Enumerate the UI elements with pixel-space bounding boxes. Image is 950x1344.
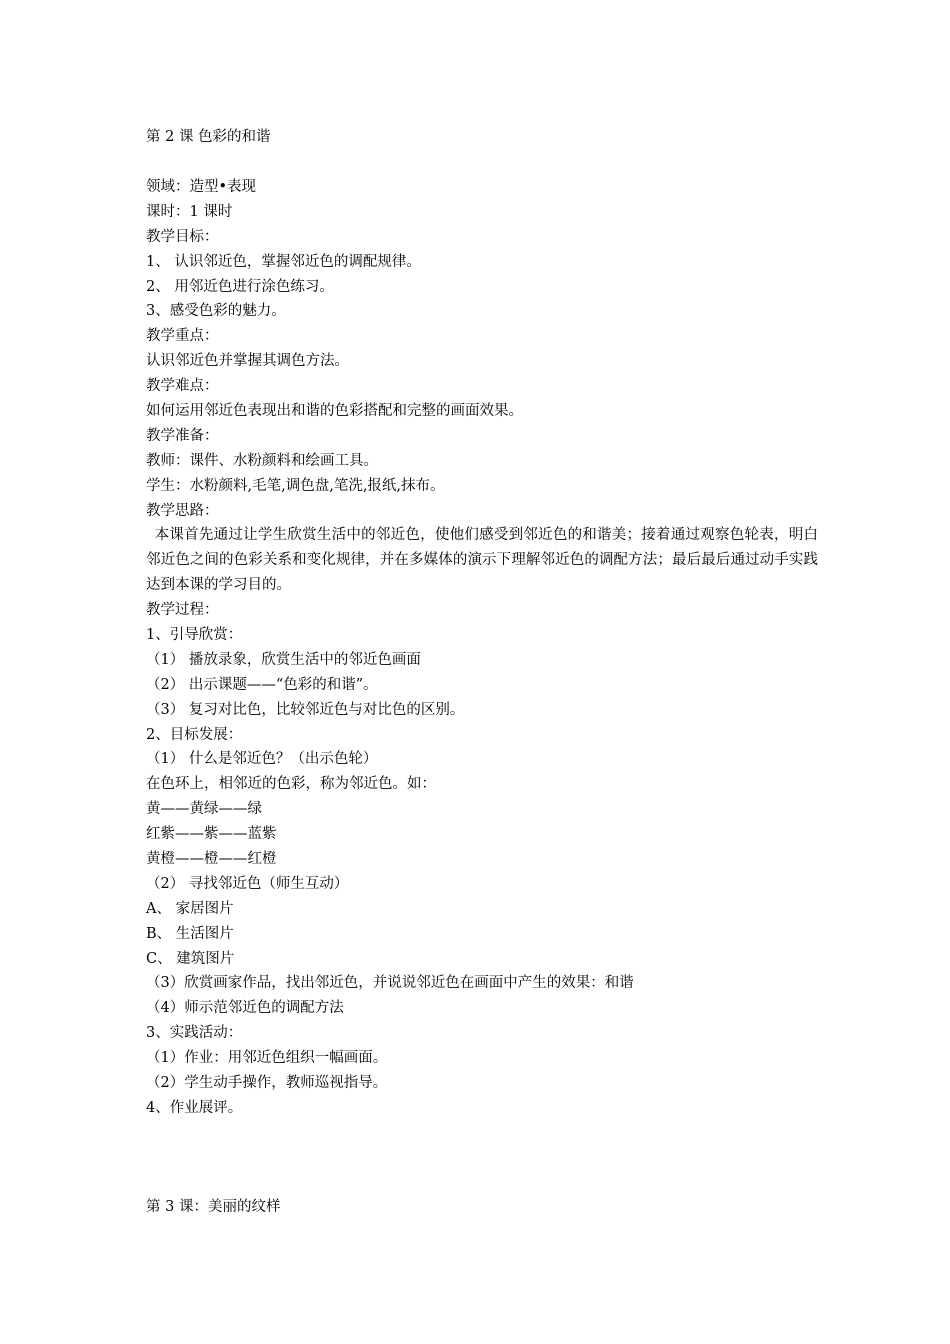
idea-paragraph: 本课首先通过让学生欣赏生活中的邻近色，使他们感受到邻近色的和谐美；接着通过观察色轮表，明白邻近色之间的色彩关系和变化规律，并在多媒体的演示下理解邻近色的调配方法；最后最后通过动手实践达到本课的学习目的。 <box>146 527 818 593</box>
process-step: （4）师示范邻近色的调配方法 <box>146 1000 344 1016</box>
process-step: （1） 播放录象，欣赏生活中的邻近色画面 <box>146 652 421 668</box>
process-step: 1、引导欣赏： <box>146 627 243 643</box>
goal-item: 1、 认识邻近色，掌握邻近色的调配规律。 <box>146 254 421 270</box>
goals-label: 教学目标： <box>146 229 219 245</box>
process-step: （1） 什么是邻近色？（出示色轮） <box>146 751 378 767</box>
process-step: 4、作业展评。 <box>146 1100 243 1116</box>
process-step: （2） 出示课题——“色彩的和谐”。 <box>146 677 378 693</box>
process-step: 红紫——紫——蓝紫 <box>146 826 277 842</box>
process-step: （2） 寻找邻近色（师生互动） <box>146 876 349 892</box>
process-step: C、 建筑图片 <box>146 951 235 967</box>
process-step: 黄——黄绿——绿 <box>146 801 262 817</box>
process-step: （2）学生动手操作，教师巡视指导。 <box>146 1075 388 1091</box>
prep-teacher: 教师：课件、水粉颜料和绘画工具。 <box>146 453 378 469</box>
prep-label: 教学准备： <box>146 428 219 444</box>
process-step: （3）欣赏画家作品，找出邻近色，并说说邻近色在画面中产生的效果：和谐 <box>146 975 634 991</box>
process-label: 教学过程： <box>146 602 219 618</box>
goal-item: 3、感受色彩的魅力。 <box>146 303 286 319</box>
process-step: （1）作业：用邻近色组织一幅画面。 <box>146 1050 388 1066</box>
process-step: 黄橙——橙——红橙 <box>146 851 277 867</box>
process-step: A、 家居图片 <box>146 901 234 917</box>
lesson3-title: 第 3 课：美丽的纹样 <box>146 1199 281 1215</box>
process-step: 在色环上，相邻近的色彩，称为邻近色。如： <box>146 776 436 792</box>
goal-item: 2、 用邻近色进行涂色练习。 <box>146 279 334 295</box>
lesson2-domain: 领域：造型•表现 <box>146 179 257 195</box>
process-step: （3） 复习对比色，比较邻近色与对比色的区别。 <box>146 702 465 718</box>
focus-label: 教学重点： <box>146 328 219 344</box>
prep-student: 学生：水粉颜料,毛笔,调色盘,笔洗,报纸,抹布。 <box>146 478 445 494</box>
idea-label: 教学思路： <box>146 503 219 519</box>
lesson2-title: 第 2 课 色彩的和谐 <box>146 129 271 145</box>
difficulty-text: 如何运用邻近色表现出和谐的色彩搭配和完整的画面效果。 <box>146 403 523 419</box>
focus-text: 认识邻近色并掌握其调色方法。 <box>146 353 349 369</box>
process-step: B、 生活图片 <box>146 926 234 942</box>
process-step: 2、目标发展： <box>146 727 243 743</box>
lesson2-hours: 课时：1 课时 <box>146 204 233 220</box>
difficulty-label: 教学难点： <box>146 378 219 394</box>
process-step: 3、实践活动： <box>146 1025 243 1041</box>
